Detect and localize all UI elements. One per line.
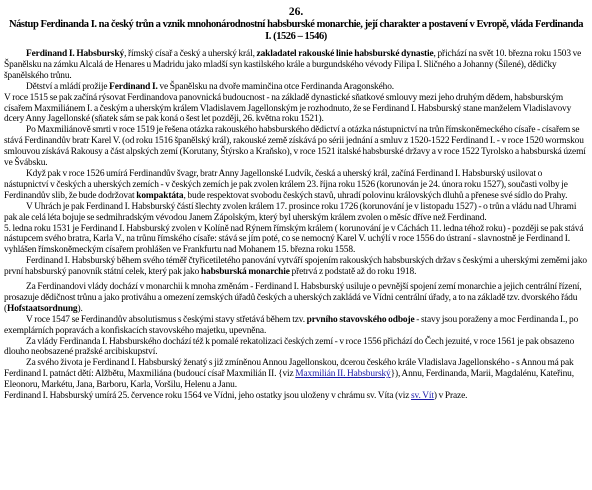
paragraph-text: Za svého života je Ferdinand I. Habsburský ženatý s již zmíněnou Annou Jagellonskou, dcerou českého krále Vladislava Jagellonského - s Annou má pak Ferdinand I. patnáct dětí: Alžbětu, Maxmiliána (budoucí císař Maxmilián II. {viz <box>4 358 574 380</box>
paragraph-text: ve Španělsku na dvoře maminčina otce Ferdinanda Aragonského. <box>157 81 394 92</box>
paragraph-text: ). <box>77 303 83 314</box>
paragraph-text: , přichází na svět 10. března roku 1503 ve Španělsku na zámku Alcalá de Henares u Madridu jako mladší syn kastilského krále a burgundského vévody Filipa I. Sličného a Johanny (Šílené), dědičky španělského trůnu. <box>4 49 582 81</box>
paragraph-p7 <box>4 224 588 257</box>
paragraph-text: , bude respektovat svobodu českých stavů, uhradí polovinu královských dluhů a přenese své sídlo do Prahy. <box>183 190 568 201</box>
paragraph-text: 5. ledna roku 1531 je Ferdinand I. Habsburský zvolen v Kolíně nad Rýnem římským králem ( korunování je v Cáchách 11. ledna téhož roku) - později se pak stává nástupcem svého bratra, Karla V., na trůnu římského císaře: stává se jím poté, co se nemocný Karel V. uchýlí v roce 1556 do ústraní - slavnostně je Ferdinand I. vyhlášen římskoněmeckým císařem prohlášen ve Frankfurtu nad Mohanem 15. března roku 1558. <box>4 223 584 256</box>
bold-term: zakladatel rakouské linie habsburské dynastie <box>256 49 434 59</box>
paragraph-text: Ferdinand I. Habsburský během svého téměř čtyřicetiletého panování vytváří spojením rakouských habsburských držav s českými a uherskými zeměmi jako první habsburský panovník státní celek, který pak jako <box>4 256 587 278</box>
paragraph-text: Za vlády Ferdinanda I. Habsburského dochází též k pomalé rekatolizaci českých zemí - v roce 1556 přichází do Čech jezuité, v roce 1561 je pak obsazeno dlouho neobsazené pražské arcibiskupství. <box>4 336 575 358</box>
paragraph-p10 <box>4 315 588 337</box>
paragraph-p2 <box>4 82 588 93</box>
chapter-title: Nástup Ferdinanda I. na český trůn a vznik mnohonárodnostní habsburské monarchie, její charakter a postavení v Evropě, vláda Ferdinanda I. (1526 – 1546) <box>8 19 584 42</box>
paragraph-p13 <box>4 391 588 402</box>
paragraph-p11 <box>4 337 588 359</box>
paragraph-p5 <box>4 169 588 202</box>
bold-term: kompaktáta <box>136 190 184 201</box>
paragraph-text: Když pak v roce 1526 umírá Ferdinandův švagr, bratr Anny Jagellonské Ludvík, česká a uherský král, začíná Ferdinand I. Habsburský usilovat o nástupnictví v českých a uherských zemích - v českých zemích je pak zvolen králem 23. října roku 1526 (korunován je 24. února roku 1527), současti volby je Ferdinandův slib, že bude dodržovat <box>4 168 568 201</box>
paragraph-text: - stavy jsou poraženy a moc Ferdinanda I., po exemplárních popravách a konfiskacích stavovského majetku, upevněna. <box>4 314 579 336</box>
cross-reference-link[interactable]: sv. Vít <box>411 391 434 402</box>
document-body <box>4 49 588 402</box>
paragraph-text: }), Annu, Ferdinanda, Marii, Magdalénu, Kateřinu, Eleonoru, Markétu, Jana, Barboru, Karla, Voršilu, Helenu a Janu. <box>4 369 574 391</box>
paragraph-text: V roce 1515 se pak začíná rýsovat Ferdinandova panovnická budoucnost - na základě dynastické sňatkové smlouvy mezi jeho druhým dědem, habsburským císařem Maxmiliánem I. a českým a uherským králem Vladislavem Jagellonským je rozhodnuto, že se Ferdinand I. Habsburský stane manželem Vladislavovy dcery Anny Jagellonské (sňatek sám se pak koná o šest let později, 26. května roku 1521). <box>4 92 572 125</box>
paragraph-text: Za Ferdinandovi vlády dochází v monarchii k mnoha změnám - Ferdinand I. Habsburský usiluje o pevnější spojení zemí monarchie a jejich centrální řízení, prosazuje dědičnost trůnu a jako protiváhu a omezení zemských úřadů českých a uherských zakládá ve Vídni centrální úřady, a to na základě tzv. dvorského řádu ( <box>4 282 582 314</box>
paragraph-text: Dětství a mládí prožije <box>26 81 110 92</box>
bold-term: Ferdinand I. <box>109 81 158 92</box>
paragraph-text: Po Maxmiliánově smrti v roce 1519 je řešena otázka rakouského habsburského dědictví a otázka nástupnictví na trůn římskoněmeckého císaře - císařem se stává Ferdinandův bratr Karel V. (od roku 1516 španělský král), rakouské země získává po sérii jednání a smluv z 1520-1522 Ferdinand I. - v roce 1520 wormskou smlouvou získává Rakousy a část alpských zemí (Korutany, Štýrsko a Kraňsko), v roce 1521 italské habsburské državy a v roce 1522 Tyrolsko a habsburská území ve Švábsku. <box>4 125 586 169</box>
paragraph-p9 <box>4 282 588 315</box>
paragraph-text: V Uhrách je pak Ferdinand I. Habsburský částí šlechty zvolen králem 17. prosince roku 1726 (korunování je v listopadu 1527) - o trůn a vládu nad Uhrami pak ale celá léta bojuje se sedmihradským vévodou Janem Zápolským, který byl uherským králem zvolen o měsíc dříve než Ferdinand. <box>4 201 577 223</box>
cross-reference-link[interactable]: Maxmilián II. Habsburský <box>295 369 391 380</box>
chapter-number: 26. <box>288 6 304 18</box>
paragraph-p12 <box>4 358 588 391</box>
bold-term: habsburská monarchie <box>200 267 290 278</box>
paragraph-text: přetrvá z podstatě až do roku 1918. <box>289 267 417 278</box>
bold-term: Hofstaatsordnung <box>7 303 78 314</box>
paragraph-text: Ferdinand I. Habsburský umírá 25. července roku 1564 ve Vídni, jeho ostatky jsou uloženy v chrámu sv. Víta (viz <box>4 391 411 402</box>
paragraph-text: , římský císař a český a uherský král, <box>124 49 257 59</box>
paragraph-p3 <box>4 93 588 126</box>
paragraph-p8 <box>4 256 588 278</box>
paragraph-text: V roce 1547 se Ferdinandův absolutismus s českými stavy střetává během tzv. <box>26 314 307 325</box>
bold-term: prvního stavovského odboje <box>306 314 415 325</box>
bold-term: Ferdinand I. Habsburský <box>26 49 125 59</box>
paragraph-p4 <box>4 125 588 169</box>
paragraph-text: ) v Praze. <box>433 391 468 402</box>
paragraph-p6 <box>4 202 588 224</box>
paragraph-p1 <box>4 49 588 82</box>
